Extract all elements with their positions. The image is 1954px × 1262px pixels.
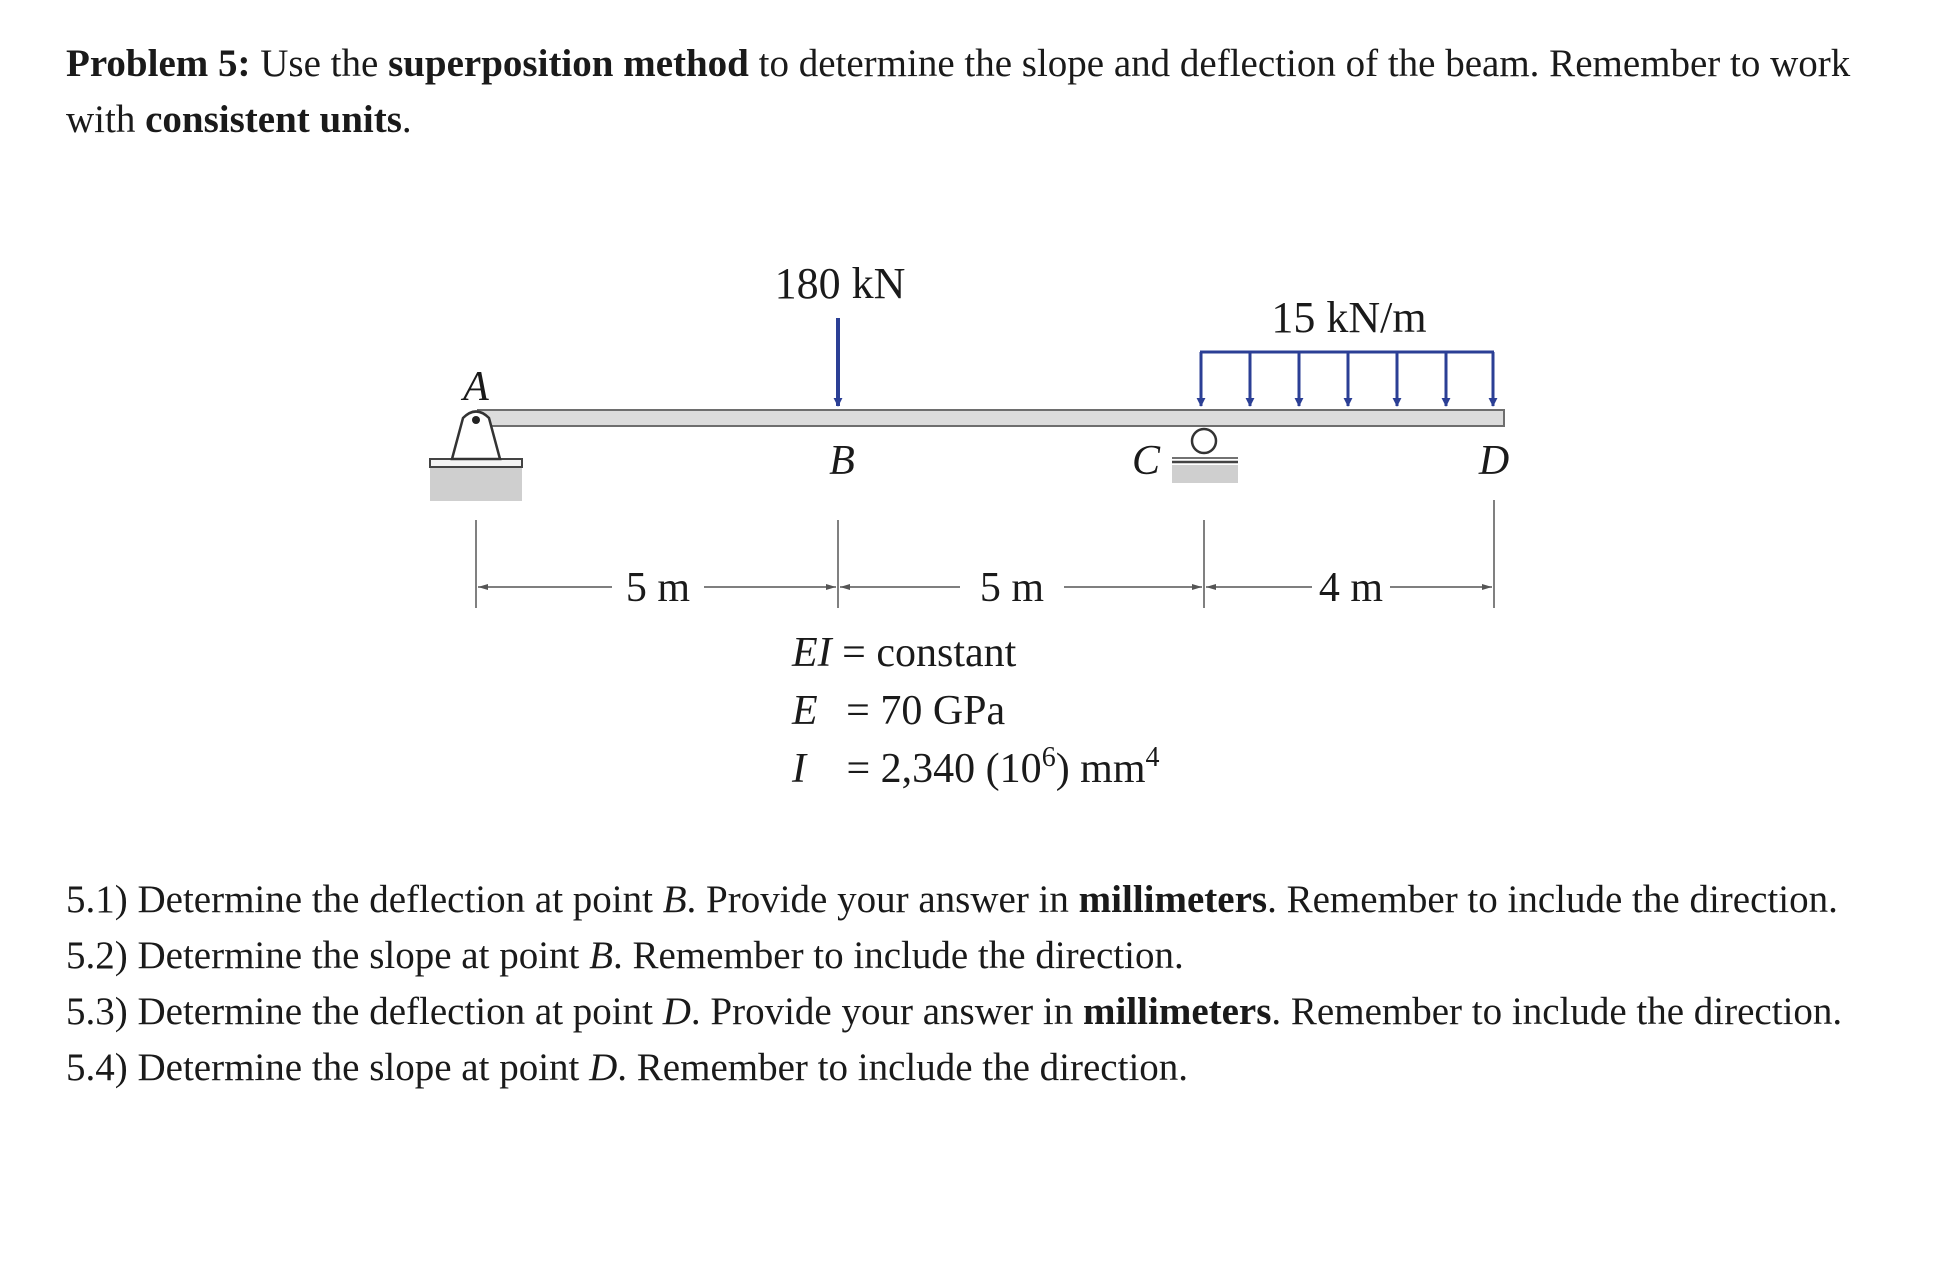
problem-text-3: . [401,98,412,141]
distributed-load [1200,352,1494,406]
question-5-2 [66,928,1896,984]
ei-symbol: EI [792,630,832,676]
q3-point: D [662,990,691,1033]
ei-value: = constant [831,630,1017,676]
problem-bold-method: superposition method [388,42,749,85]
q3-text-mid: . Provide your answer in [690,990,1083,1033]
question-5-3 [66,984,1896,1040]
dim-bc-label: 5 m [979,565,1045,611]
q1-bold-units: millimeters [1078,878,1268,921]
question-list [66,872,1896,1096]
e-symbol: E [792,688,818,734]
q4-text-end: . Remember to include the direction. [617,1046,1189,1089]
q2-point: B [589,934,613,977]
problem-label: Problem 5: [66,42,251,85]
roller-support-c [1172,429,1238,483]
q4-text: 5.4) Determine the slope at point [66,1046,590,1089]
svg-text:I = 2,340 (106) mm4 [791,742,1160,792]
q3-bold-units: millimeters [1083,990,1272,1033]
q1-text-mid: . Provide your answer in [686,878,1079,921]
dim-ab-label: 5 m [625,565,691,611]
point-a-label: A [463,364,489,410]
i-value-b: ) mm [1055,746,1146,792]
q3-text-end: . Remember to include the direction. [1271,990,1843,1033]
q1-text: 5.1) Determine the deflection at point [66,878,663,921]
q2-text-end: . Remember to include the direction. [612,934,1184,977]
q3-text: 5.3) Determine the deflection at point [66,990,663,1033]
problem-bold-units: consistent units [145,98,402,141]
i-symbol: I [792,746,806,792]
point-load-label: 180 kN [774,259,906,308]
problem-text-2: to determine the slope and deflection of the beam. Remember to work with [66,42,1851,141]
i-unit-exponent: 4 [1145,742,1160,773]
q2-text: 5.2) Determine the slope at point [66,934,590,977]
dim-cd-label: 4 m [1318,565,1384,611]
q1-text-end: . Remember to include the direction. [1267,878,1838,921]
svg-text:E = 70 GPa [791,688,1006,734]
point-c-label: C [1131,438,1161,484]
q1-point: B [662,878,687,921]
beam [478,410,1504,426]
svg-text:EI = constant [791,630,1017,676]
point-d-label: D [1478,438,1510,484]
problem-text-1: Use the [250,42,389,85]
i-value-a: = 2,340 (10 [836,746,1042,792]
e-value: = 70 GPa [835,688,1006,734]
q4-point: D [589,1046,618,1089]
i-exponent: 6 [1041,742,1056,773]
question-5-1 [66,872,1896,928]
question-5-4 [66,1040,1896,1096]
distributed-load-label: 15 kN/m [1271,293,1427,342]
point-b-label: B [829,438,855,484]
material-properties [791,630,1160,792]
